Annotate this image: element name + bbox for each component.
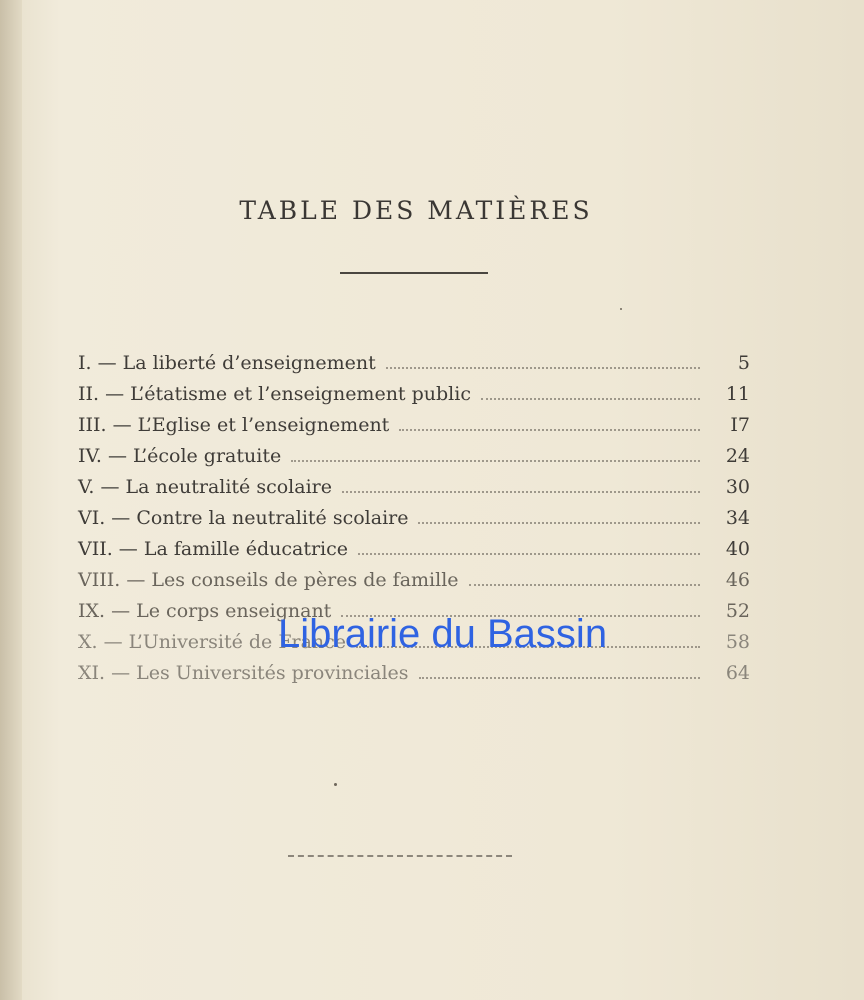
toc-entry-label: X. — L’Université de France bbox=[78, 631, 347, 653]
toc-entry bbox=[78, 662, 750, 693]
paper-speck bbox=[620, 308, 622, 310]
toc-entry-label: VIII. — Les conseils de pères de famille bbox=[78, 569, 459, 591]
toc-entry-page: 5 bbox=[737, 352, 750, 374]
toc-entry-label: VII. — La famille éducatrice bbox=[78, 538, 349, 560]
toc-entry bbox=[78, 507, 750, 538]
toc-entry bbox=[78, 538, 750, 569]
dot-leader bbox=[291, 446, 700, 462]
toc-entry bbox=[78, 414, 750, 445]
bottom-divider bbox=[288, 855, 512, 857]
toc-entry-page: 64 bbox=[725, 662, 750, 684]
toc-entry-label: XI. — Les Universités provinciales bbox=[78, 662, 409, 684]
toc-entry-label: V. — La neutralité scolaire bbox=[78, 476, 332, 498]
toc-entry-label: I. — La liberté d’enseignement bbox=[78, 352, 376, 374]
toc-entry-page: I7 bbox=[730, 414, 750, 436]
toc-entry-label: VI. — Contre la neutralité scolaire bbox=[78, 507, 409, 529]
toc-entry bbox=[78, 352, 750, 383]
dot-leader bbox=[358, 539, 700, 555]
toc-entry-page: 34 bbox=[725, 507, 750, 529]
toc-entry-page: 58 bbox=[725, 631, 750, 653]
seller-watermark: Librairie du Bassin bbox=[278, 612, 608, 656]
toc-entry-label: II. — L’étatisme et l’enseignement public bbox=[78, 383, 471, 405]
page-edge bbox=[0, 0, 22, 1000]
title-divider bbox=[340, 272, 488, 274]
toc-entry-page: 11 bbox=[725, 383, 750, 405]
page-title: TABLE DES MATIÈRES bbox=[239, 196, 593, 225]
toc-entry bbox=[78, 569, 750, 600]
toc-entry bbox=[78, 476, 750, 507]
toc-entry-page: 46 bbox=[725, 569, 750, 591]
toc-entry-label: III. — L’Eglise et l’enseignement bbox=[78, 414, 390, 436]
toc-entry-page: 40 bbox=[725, 538, 750, 560]
toc-entry-page: 52 bbox=[725, 600, 750, 622]
dot-leader bbox=[386, 353, 700, 369]
dot-leader bbox=[419, 663, 700, 679]
toc-entry bbox=[78, 445, 750, 476]
dot-leader bbox=[399, 415, 700, 431]
toc-entry bbox=[78, 383, 750, 414]
toc-entry-label: IV. — L’école gratuite bbox=[78, 445, 282, 467]
dot-leader bbox=[342, 477, 700, 493]
toc-entry-page: 24 bbox=[725, 445, 750, 467]
dot-leader bbox=[469, 570, 700, 586]
dot-leader bbox=[481, 384, 700, 400]
dot-leader bbox=[418, 508, 700, 524]
toc-entry-label: IX. — Le corps enseignant bbox=[78, 600, 332, 622]
paper-speck bbox=[334, 783, 337, 786]
toc-entry-page: 30 bbox=[725, 476, 750, 498]
